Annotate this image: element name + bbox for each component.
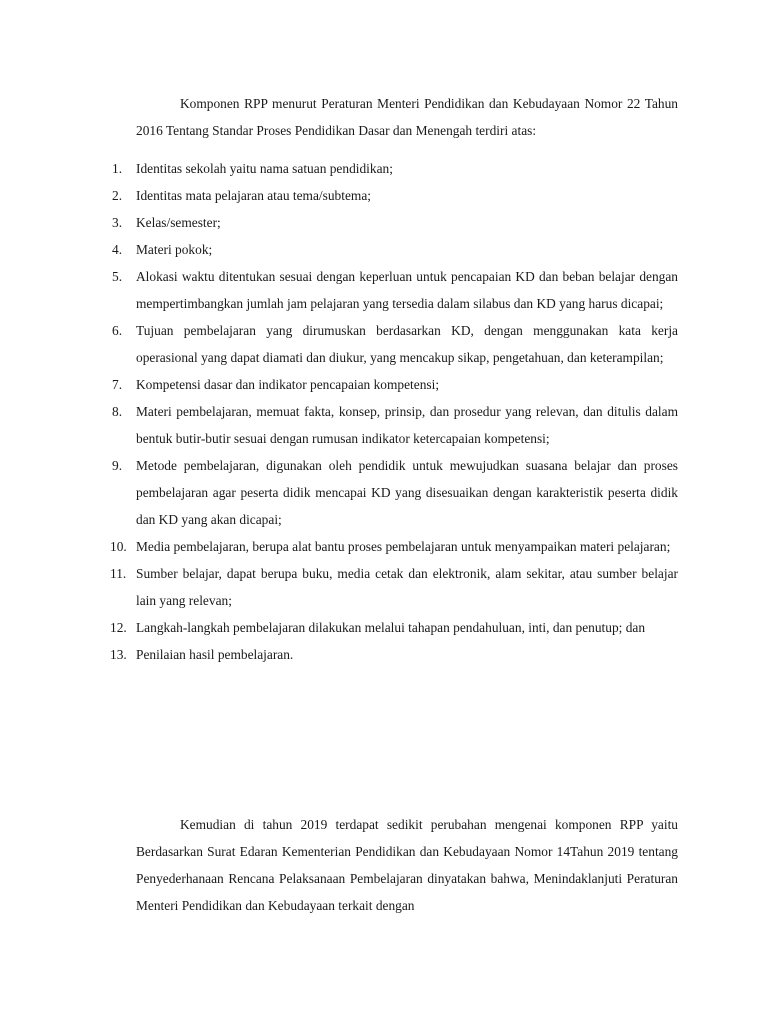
list-item-number: 11. (110, 566, 127, 581)
list-item-text: Langkah-langkah pembelajaran dilakukan melalui tahapan pendahuluan, inti, dan penutup; dan (136, 620, 646, 635)
list-item-text: Materi pembelajaran, memuat fakta, konsep, prinsip, dan prosedur yang relevan, dan ditulis dalam bentuk butir-butir sesuai dengan rumusan indikator ketercapaian kompetensi; (136, 404, 678, 446)
list-item (110, 641, 678, 668)
list-item-text: Penilaian hasil pembelajaran. (136, 647, 294, 662)
list-item (112, 371, 678, 398)
list-item (112, 182, 678, 209)
list-item-number: 7. (112, 377, 123, 392)
list-item-number: 12. (110, 620, 127, 635)
list-item (112, 236, 678, 263)
list-item-number: 5. (112, 269, 123, 284)
list-item-number: 2. (112, 188, 123, 203)
list-item-text: Identitas sekolah yaitu nama satuan pendidikan; (136, 161, 393, 176)
list-item-text: Kelas/semester; (136, 215, 221, 230)
list-item-number: 13. (110, 647, 127, 662)
closing-paragraph: Kemudian di tahun 2019 terdapat sedikit perubahan mengenai komponen RPP yaitu Berdasarkan Surat Edaran Kementerian Pendidikan dan Kebudayaan Nomor 14Tahun 2019 tentang Penyederhanaan Rencana Pelaksanaan Pembelajaran dinyatakan bahwa, Menindaklanjuti Peraturan Menteri Pendidikan dan Kebudayaan terkait dengan (136, 817, 678, 913)
list-item-number: 6. (112, 323, 123, 338)
list-item-number: 9. (112, 458, 123, 473)
list-item-text: Alokasi waktu ditentukan sesuai dengan keperluan untuk pencapaian KD dan beban belajar dengan mempertimbangkan jumlah jam pelajaran yang tersedia dalam silabus dan KD yang harus dicapai; (136, 269, 678, 311)
list-item (112, 452, 678, 533)
list-item-text: Identitas mata pelajaran atau tema/subtema; (136, 188, 371, 203)
list-item-text: Metode pembelajaran, digunakan oleh pendidik untuk mewujudkan suasana belajar dan proses pembelajaran agar peserta didik mencapai KD yang disesuaikan dengan karakteristik peserta didik dan KD yang akan dicapai; (136, 458, 678, 527)
list-item (112, 317, 678, 371)
list-item-text: Media pembelajaran, berupa alat bantu proses pembelajaran untuk menyampaikan materi pelajaran; (136, 539, 671, 554)
list-item (110, 614, 678, 641)
list-item-number: 4. (112, 242, 123, 257)
list-item-text: Sumber belajar, dapat berupa buku, media cetak dan elektronik, alam sekitar, atau sumber belajar lain yang relevan; (136, 566, 678, 608)
list-item (112, 209, 678, 236)
list-item-number: 8. (112, 404, 123, 419)
list-item-text: Materi pokok; (136, 242, 213, 257)
list-item-text: Tujuan pembelajaran yang dirumuskan berdasarkan KD, dengan menggunakan kata kerja operasional yang dapat diamati dan diukur, yang mencakup sikap, pengetahuan, dan keterampilan; (136, 323, 678, 365)
list-item (112, 263, 678, 317)
list-item (110, 533, 678, 560)
list-item (110, 560, 678, 614)
list-item-number: 3. (112, 215, 123, 230)
list-item-number: 1. (112, 161, 123, 176)
rpp-component-list (110, 155, 678, 668)
list-item-number: 10. (110, 539, 127, 554)
list-item (112, 155, 678, 182)
list-item (112, 398, 678, 452)
intro-paragraph: Komponen RPP menurut Peraturan Menteri Pendidikan dan Kebudayaan Nomor 22 Tahun 2016 Tentang Standar Proses Pendidikan Dasar dan Menengah terdiri atas: (136, 96, 678, 138)
list-item-text: Kompetensi dasar dan indikator pencapaian kompetensi; (136, 377, 440, 392)
